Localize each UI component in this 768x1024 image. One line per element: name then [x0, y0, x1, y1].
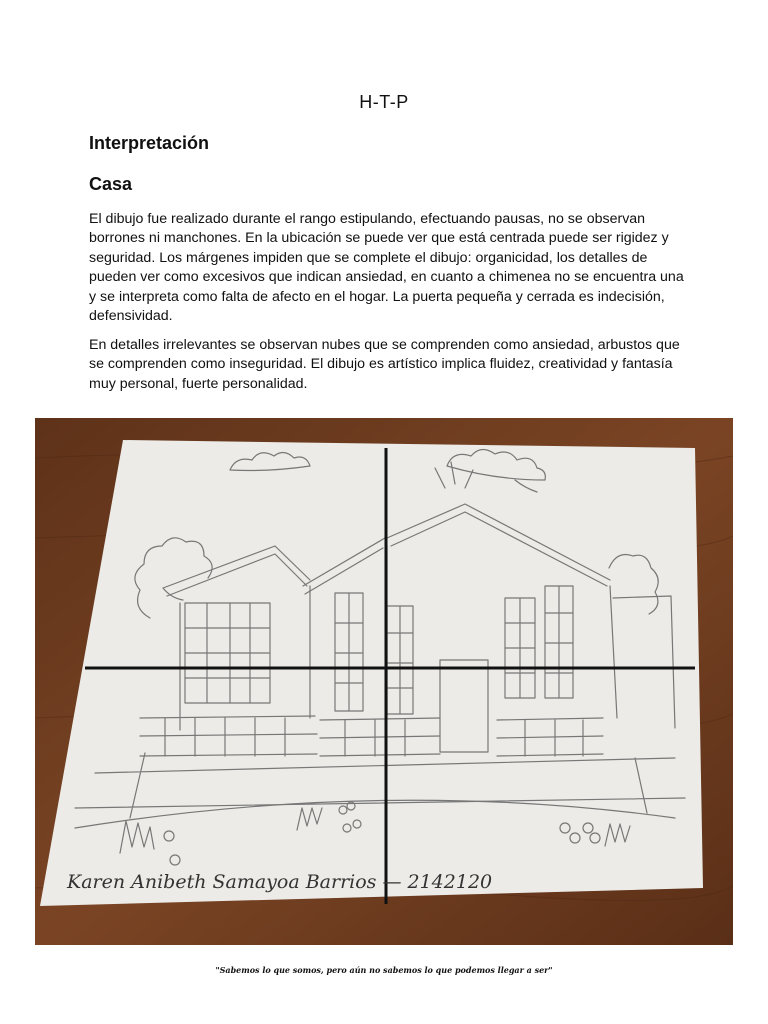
drawing-signature: Karen Anibeth Samayoa Barrios — 2142120 — [67, 871, 493, 893]
footer-quote: "Sabemos lo que somos, pero aún no sabemos lo que podemos llegar a ser" — [215, 965, 553, 975]
paragraph-2: En detalles irrelevantes se observan nubes que se comprenden como ansiedad, arbustos que se comprenden como inseguridad. El dibujo es artístico implica fluidez, creatividad y fantasía muy personal, fuerte personalidad. — [89, 337, 680, 392]
subsection-heading: Casa — [89, 174, 133, 194]
paper-sheet — [40, 440, 703, 906]
paragraph-1: El dibujo fue realizado durante el rango estipulando, efectuando pausas, no se observan borrones ni manchones. En la ubicación se puede ver que está centrada puede ser rigidez y seguridad. Los márgenes impiden que se complete el dibujo: organicidad, los detalles de pueden ver como excesivos que indican ansiedad, en cuanto a chimenea no se encuentra una y se interpreta como falta de afecto en el hogar. La puerta pequeña y cerrada es indecisión, defensividad. — [89, 211, 684, 325]
drawing-svg — [35, 418, 733, 945]
house-drawing-photo — [35, 418, 733, 945]
document-title: H-T-P — [359, 92, 409, 112]
section-heading: Interpretación — [89, 133, 210, 153]
